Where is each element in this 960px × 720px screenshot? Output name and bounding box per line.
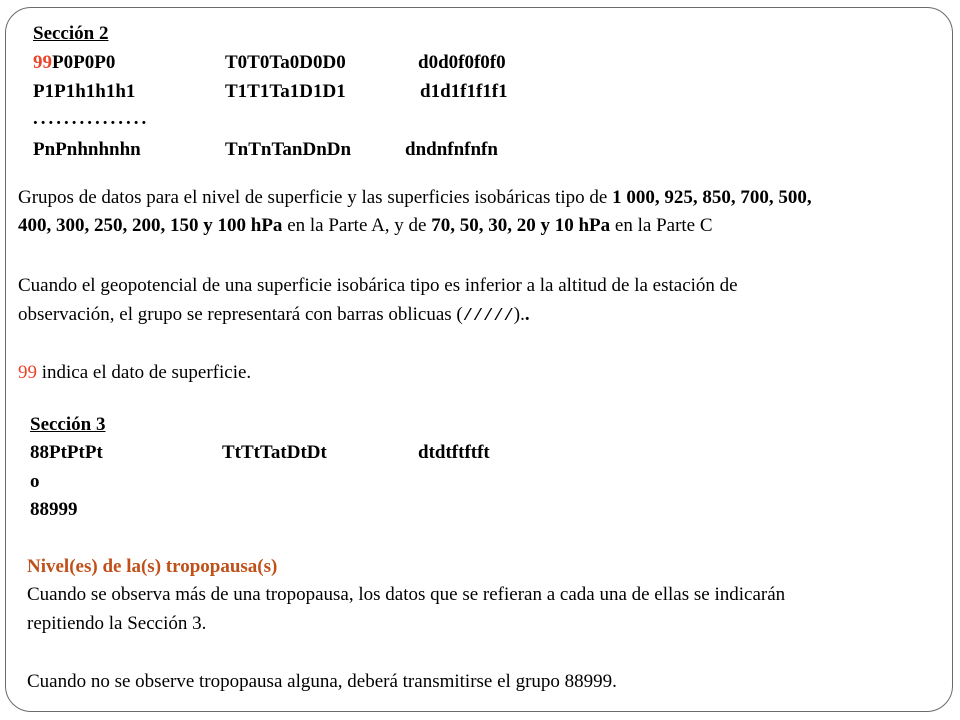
p2-text-b: ).: [513, 304, 525, 325]
paragraph2-line2: [18, 303, 530, 329]
paragraph1-line2: [18, 214, 713, 238]
section2-row3-col2: TnTnTanDnDn: [225, 139, 352, 160]
code-group-p0: P0P0P0: [52, 52, 116, 73]
section3-or: o: [30, 471, 40, 492]
p3-text: indica el dato de superficie.: [37, 362, 252, 383]
paragraph2-line1: Cuando el geopotencial de una superficie isobárica tipo es inferior a la altitud de la estación de: [18, 275, 738, 296]
p2-bold-dot: .: [524, 304, 530, 325]
tropopause-line2: repitiendo la Sección 3.: [27, 613, 207, 634]
p3-prefix-99: 99: [18, 362, 37, 383]
paragraph3: [18, 361, 251, 385]
paragraph1-line1: [18, 186, 812, 210]
section2-row2-col2: T1T1Ta1D1D1: [225, 81, 346, 102]
section2-row1-col2: T0T0Ta0D0D0: [225, 52, 346, 73]
section2-heading: Sección 2: [33, 23, 109, 44]
section3-alt-group: 88999: [30, 499, 78, 520]
section2-row3-col3: dndnfnfnfn: [405, 139, 498, 160]
section3-heading: Sección 3: [30, 414, 106, 435]
section2-row3-col1: PnPnhnhnhn: [33, 139, 141, 160]
tropopause-heading: Nivel(es) de la(s) tropopausa(s): [27, 556, 278, 577]
section3-row1-col3: dtdtftftft: [418, 442, 490, 463]
p1-text-d: en la Parte A, y de: [282, 215, 432, 236]
section2-ellipsis: ...............: [33, 108, 150, 129]
section2-row1-col3: d0d0f0f0f0: [418, 52, 506, 73]
section2-row1-col1: [33, 51, 115, 75]
p1-text-a: Grupos de datos para el nivel de superficie y las superficies isobáricas tipo de: [18, 187, 613, 208]
section3-row1-col1: 88PtPtPt: [30, 442, 103, 463]
p1-levels-a: 1 000, 925, 850, 700, 500,: [612, 187, 812, 208]
p2-slashes: /////: [462, 307, 514, 326]
p2-text-a: observación, el grupo se representará con barras oblicuas (: [18, 304, 463, 325]
section3-row1-col2: TtTtTatDtDt: [222, 442, 327, 463]
p1-levels-b: 400, 300, 250, 200, 150 y 100 hPa: [18, 215, 283, 236]
section2-row2-col3: d1d1f1f1f1: [420, 81, 508, 102]
code-prefix-99: 99: [33, 52, 52, 73]
tropopause-line3: Cuando no se observe tropopausa alguna, deberá transmitirse el grupo 88999.: [27, 671, 617, 692]
p1-text-f: en la Parte C: [610, 215, 713, 236]
p1-levels-c: 70, 50, 30, 20 y 10 hPa: [431, 215, 611, 236]
tropopause-line1: Cuando se observa más de una tropopausa, los datos que se refieran a cada una de ellas se indicarán: [27, 584, 786, 605]
section2-row2-col1: P1P1h1h1h1: [33, 81, 136, 102]
